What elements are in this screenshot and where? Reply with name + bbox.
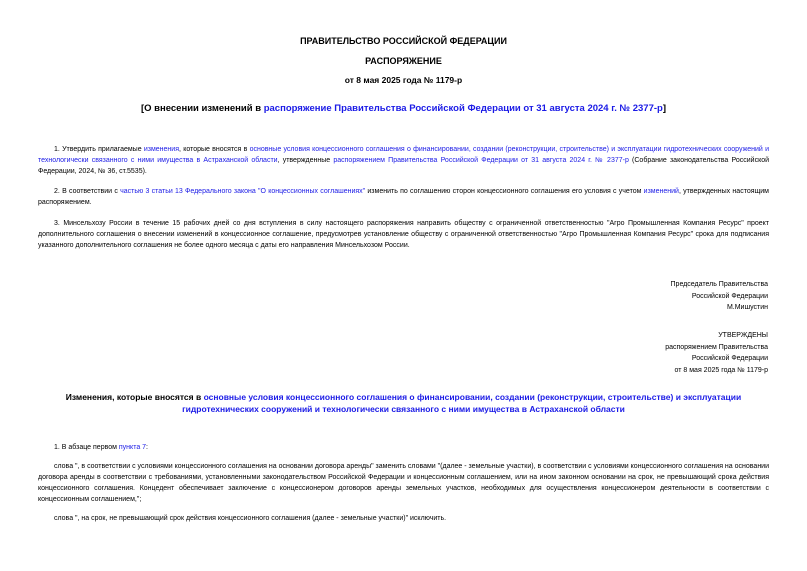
approval-line-2: распоряжением Правительства bbox=[665, 343, 768, 351]
change-item-1-suffix: : bbox=[146, 444, 148, 451]
government-heading: ПРАВИТЕЛЬСТВО РОССИЙСКОЙ ФЕДЕРАЦИИ bbox=[300, 36, 507, 46]
p1-text-d: (Собрание законодательства Российской Федерации, 2024, № 36, ст.5535). bbox=[38, 157, 770, 175]
change-quote-1: слова ", в соответствии с условиями концессионного соглашения на основании договора аренды" заменить словами "(далее - земельные участки), в соответствии с условиями концессионного соглашения на основании договора аренды в соответствии с требованиями, установленными законодательством Российской Федерации и концессионным соглашением, или на ином законном основании на срок, не превышающий срока действия концессионного соглашения. Концедент обеспечивает заключение с концессионером договоров аренды земельных участков, необходимых для осуществления концессионером деятельности в соответствии с концессионным соглашением,"; bbox=[38, 463, 769, 503]
link-basic-conditions[interactable]: основные условия концессионного соглашения о финансировании, создании (реконструкции, строительстве) и эксплуатации гидротехнических сооружений и технологически связанного с ними имущества в Астраханской области bbox=[38, 146, 769, 164]
signature-line-2: Российской Федерации bbox=[691, 292, 768, 300]
doc-title-suffix: ] bbox=[662, 103, 667, 114]
doc-date-number: от 8 мая 2025 года № 1179-р bbox=[344, 75, 463, 85]
p1-text-a: 1. Утвердить прилагаемые bbox=[54, 146, 144, 153]
approval-line-4: от 8 мая 2025 года № 1179-р bbox=[674, 366, 768, 374]
approval-line-3: Российской Федерации bbox=[691, 355, 768, 362]
link-federal-law[interactable]: частью 3 статьи 13 Федерального закона "О концессионных соглашениях" bbox=[120, 188, 366, 195]
signature-name: М.Мишустин bbox=[726, 304, 768, 311]
change-quote-2: слова ", на срок, не превышающий срок действия концессионного соглашения (далее - земельные участки)" исключить. bbox=[54, 515, 447, 522]
paragraph-3: 3. Минсельхозу России в течение 15 рабочих дней со дня вступления в силу настоящего распоряжения направить обществу с ограниченной ответственностью "Агро Промышленная Компания Ресурс" проект дополнительного соглашения о внесении изменений в концессионное соглашение, предусмотрев установление обществу с ограниченной ответственностью "Агро Промышленная Компания Ресурс" срока для подписания указанного дополнительного соглашения не более одного месяца с даты его направления Минсельхозом России. bbox=[38, 220, 769, 249]
p2-text-c: , утвержденных настоящим распоряжением. bbox=[38, 188, 769, 206]
paragraph-2 bbox=[38, 186, 769, 208]
signature-line-1: Председатель Правительства bbox=[670, 281, 768, 288]
link-changes[interactable]: изменения bbox=[143, 146, 179, 153]
doc-type-heading: РАСПОРЯЖЕНИЕ bbox=[365, 56, 442, 66]
changes-title bbox=[48, 391, 759, 415]
link-point-7[interactable]: пункта 7 bbox=[118, 444, 147, 451]
approval-block bbox=[665, 330, 768, 376]
approval-line-1: УТВЕРЖДЕНЫ bbox=[718, 332, 768, 339]
change-item-1-prefix: 1. В абзаце первом bbox=[54, 444, 119, 451]
p1-text-b: , которые вносятся в bbox=[179, 146, 250, 153]
link-changes-2[interactable]: изменений bbox=[643, 188, 679, 195]
p2-text-b: изменить по соглашению сторон концессионного соглашения его условия с учетом bbox=[365, 188, 644, 195]
p2-text-a: 2. В соответствии с bbox=[54, 188, 121, 195]
changes-title-prefix: Изменения, которые вносятся в bbox=[65, 392, 204, 402]
signature-block bbox=[671, 279, 768, 314]
change-item-1 bbox=[38, 442, 769, 453]
paragraph-1 bbox=[38, 144, 769, 177]
doc-title-prefix: [О внесении изменений в bbox=[140, 103, 264, 114]
doc-title bbox=[0, 103, 807, 114]
changes-title-link[interactable]: основные условия концессионного соглашения о финансировании, создании (реконструкции, строительстве) и эксплуатации гидротехнических сооружений и технологически связанного с ними имущества в Астраханской области bbox=[182, 392, 742, 414]
doc-title-link[interactable]: распоряжение Правительства Российской Федерации от 31 августа 2024 г. № 2377-р bbox=[263, 103, 663, 114]
link-order-2377[interactable]: распоряжением Правительства Российской Федерации от 31 августа 2024 г. № 2377-р bbox=[333, 157, 629, 164]
p1-text-c: , утвержденные bbox=[277, 157, 334, 164]
